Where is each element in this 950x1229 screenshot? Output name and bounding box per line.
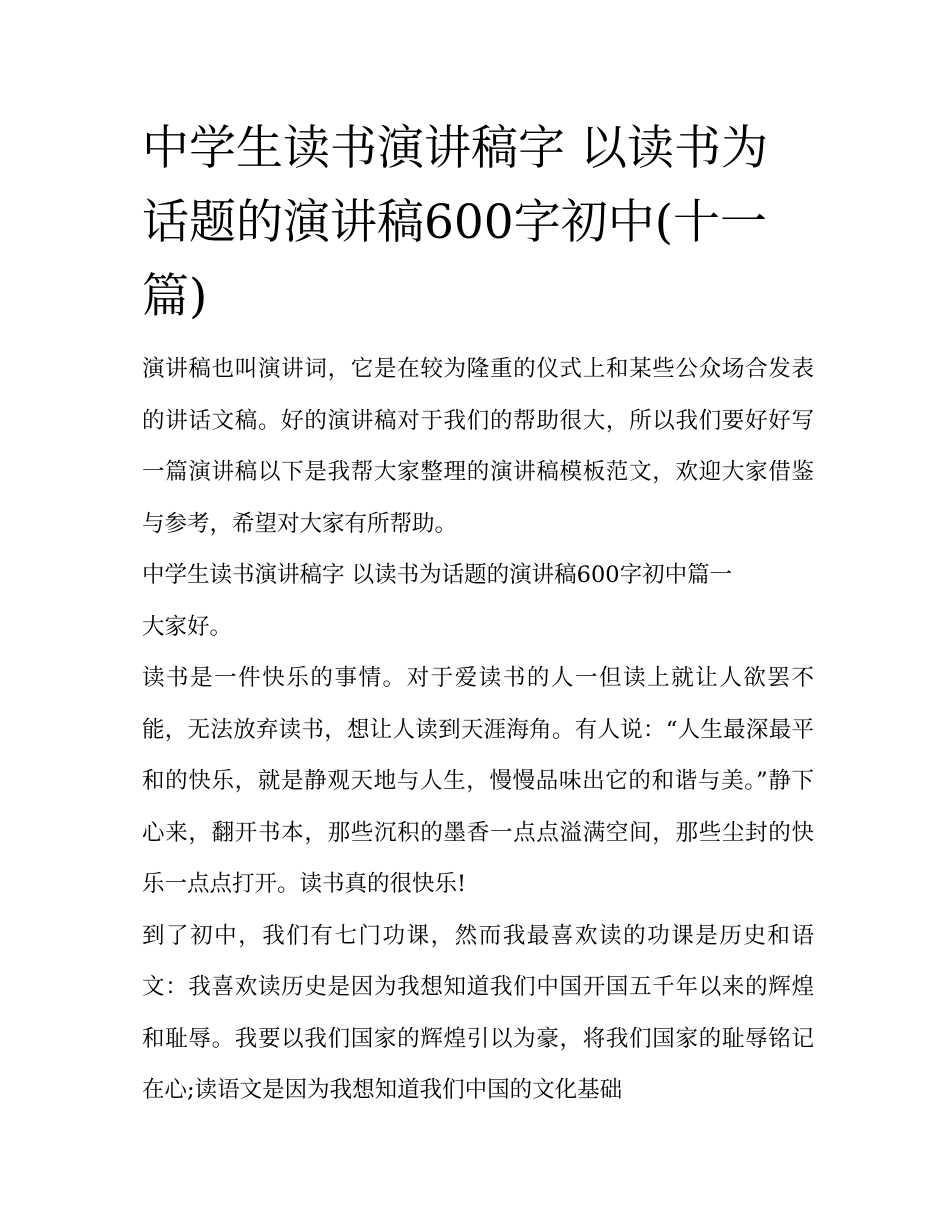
intro-paragraph: 演讲稿也叫演讲词，它是在较为隆重的仪式上和某些公众场合发表的讲话文稿。好的演讲稿对于我们的帮助很大，所以我们要好好写一篇演讲稿以下是我帮大家整理的演讲稿模板范文，欢迎大家借鉴与参考，希望对大家有所帮助。 [142, 356, 814, 537]
body-paragraph: 到了初中，我们有七门功课，然而我最喜欢读的功课是历史和语文：我喜欢读历史是因为我想知道我们中国开国五千年以来的辉煌和耻辱。我要以我们国家的辉煌引以为豪，将我们国家的耻辱铭记在心;读语文是因为我想知道我们中国的文化基础 [142, 922, 814, 1103]
document-body [142, 112, 814, 1117]
section-heading: 中学生读书演讲稿字 以读书为话题的演讲稿600字初中篇一 [142, 562, 733, 588]
body-paragraph: 读书是一件快乐的事情。对于爱读书的人一但读上就让人欲罢不能，无法放弃读书，想让人读到天涯海角。有人说：“人生最深最平和的快乐，就是静观天地与人生，慢慢品味出它的和谐与美。”静下心来，翻开书本，那些沉积的墨香一点点溢满空间，那些尘封的快乐一点点打开。读书真的很快乐! [142, 665, 814, 897]
document-title: 中学生读书演讲稿字 以读书为话题的演讲稿600字初中(十一篇) [142, 121, 768, 324]
greeting-paragraph: 大家好。 [142, 613, 233, 640]
